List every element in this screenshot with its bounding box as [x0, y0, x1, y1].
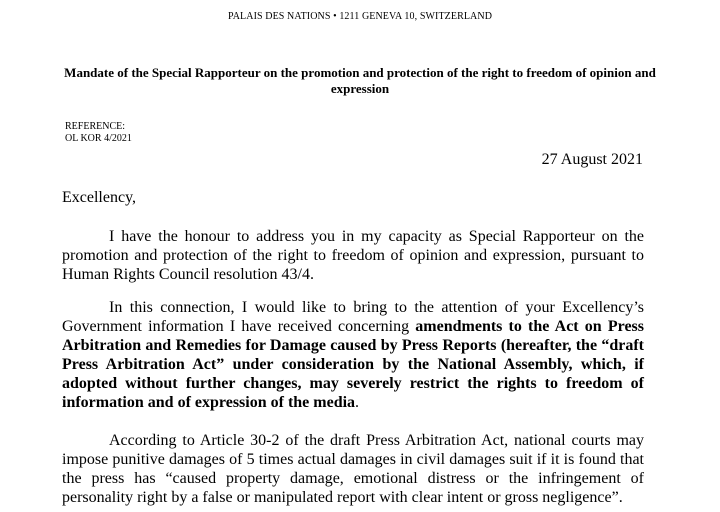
reference-label: REFERENCE: [65, 121, 126, 132]
reference-block [65, 121, 132, 145]
mandate-title: Mandate of the Special Rapporteur on the promotion and protection of the right to freedom of opinion and expression [64, 65, 656, 96]
letterhead-address: PALAIS DES NATIONS • 1211 GENEVA 10, SWITZERLAND [227, 11, 493, 22]
paragraph-information-intro: In this connection, I would like to bring to the attention of your Excellency’s Government information I have received concerning [62, 299, 644, 335]
paragraph-information-emphasis: amendments to the Act on Press Arbitration and Remedies for Damage caused by Press Reports (hereafter, the “draft Press Arbitration Act” under consideration by the National Assembly, which, if adopted without further changes, may severely restrict the rights to freedom of information and of expression of the media [62, 318, 644, 411]
paragraph-article-30-2: According to Article 30-2 of the draft Press Arbitration Act, national courts may impose punitive damages of 5 times actual damages in civil damages suit if it is found that the press has “caused property damage, emotional distress or the infringement of personality right by a false or manipulated report with clear intent or gross negligence”. [62, 432, 644, 506]
letter-date: 27 August 2021 [541, 151, 643, 168]
paragraph-mandate: I have the honour to address you in my capacity as Special Rapporteur on the promotion and protection of the right to freedom of opinion and expression, pursuant to Human Rights Council resolution 43/4. [62, 228, 644, 283]
salutation: Excellency, [62, 189, 137, 206]
paragraph-information [62, 298, 644, 412]
paragraph-information-end: . [355, 394, 360, 411]
reference-code: OL KOR 4/2021 [65, 133, 132, 144]
